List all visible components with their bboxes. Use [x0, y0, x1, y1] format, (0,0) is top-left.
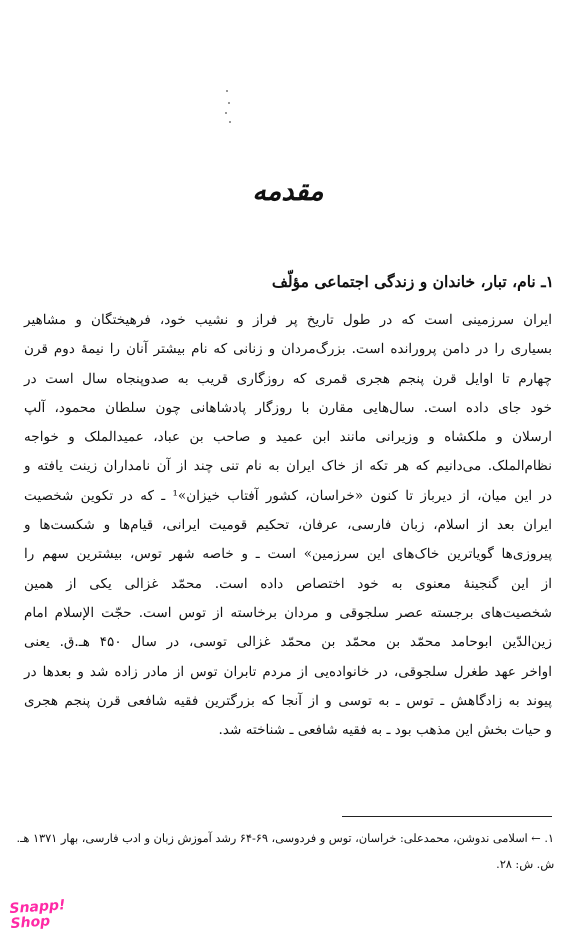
footnote-line: ۱. ← اسلامی ندوشن، محمدعلی: خراسان، توس و فردوسی، ۶۹-۶۴ رشد آموزش زبان و ادب فارسی، بهار ۱۳۷۱ هـ.	[16, 832, 554, 845]
body-line: نظام‌الملک. می‌دانیم که هر تکه از خاک ایران به نام تنی چند از آن نامداران زینت یافته و	[24, 458, 552, 475]
body-line: اواخر عهد طغرل سلجوقی، در خانواده‌یی از مردم تابران توس از مادر زاده شد و بعدها در	[24, 663, 552, 680]
body-line: خود جای داده است. سال‌هایی مقارن با روزگار پادشاهانی چون سلطان محمود، آلپ	[24, 399, 552, 416]
body-line: زین‌الدّین ابوحامد محمّد بن محمّد بن محمّد غزالی توسی، در سال ۴۵۰ هـ.ق. یعنی	[24, 634, 553, 651]
footnote-line: ش. ش: ۲۸.	[496, 858, 554, 871]
section-heading: ۱ـ نام، تبار، خاندان و زندگی اجتماعی مؤلّف	[271, 272, 554, 291]
body-line: ارسلان و ملکشاه و وزیرانی مانند ابن عمید و صاحب بن عباد، عمیدالملک و خواجه	[24, 429, 552, 446]
scan-specks	[222, 88, 234, 128]
footnote	[16, 826, 554, 878]
body-line: ایران بعد از اسلام، زبان فارسی، عرفان، تحکیم قومیت ایرانی، قیام‌ها و شکست‌ها و	[24, 517, 552, 534]
body-line: و حیات بخش این مذهب بود ـ به فقیه شافعی ـ شناخته شد.	[218, 722, 552, 739]
body-line: پیروزی‌ها گویاترین خاک‌های این سرزمین» است ـ و خاصه شهر توس، بیشترین سهم را	[24, 546, 552, 563]
body-line: ایران سرزمینی است که در طول تاریخ پر فراز و نشیب خود، فرهیختگان و مشاهیر	[24, 312, 552, 328]
body-line: در این میان، از دیرباز تا کنون «خراسان، کشور آفتاب خیزان»¹ ـ که در تکوین شخصیت	[24, 487, 552, 504]
body-line: بسیاری را در دامن پرورانده است. بزرگ‌مردان و زنانی که نام بیشتر آنان را نیمهٔ دوم قرن	[24, 341, 552, 358]
body-text	[24, 306, 552, 745]
footnote-rule	[342, 816, 552, 817]
chapter-title: مقدمه	[252, 176, 324, 207]
body-line: پیوند به زادگاهش ـ توس ـ به توسی و از آنجا که بزرگترین فقیه شافعی قرن پنجم هجری	[24, 692, 552, 709]
body-line: از این گنجینهٔ معنوی به خود اختصاص داده است. محمّد غزالی یکی از همین	[24, 575, 552, 592]
snapp-shop-logo: Snapp! Shop	[8, 897, 66, 933]
body-line: چهارم تا اوایل قرن پنجم هجری قمری که روزگاری قریب به صدوپنجاه سال است در	[24, 370, 552, 387]
body-line: شخصیت‌های برجسته عصر سلجوقی و مردان برخاسته از توس است. حجّت الإسلام امام	[24, 604, 552, 621]
